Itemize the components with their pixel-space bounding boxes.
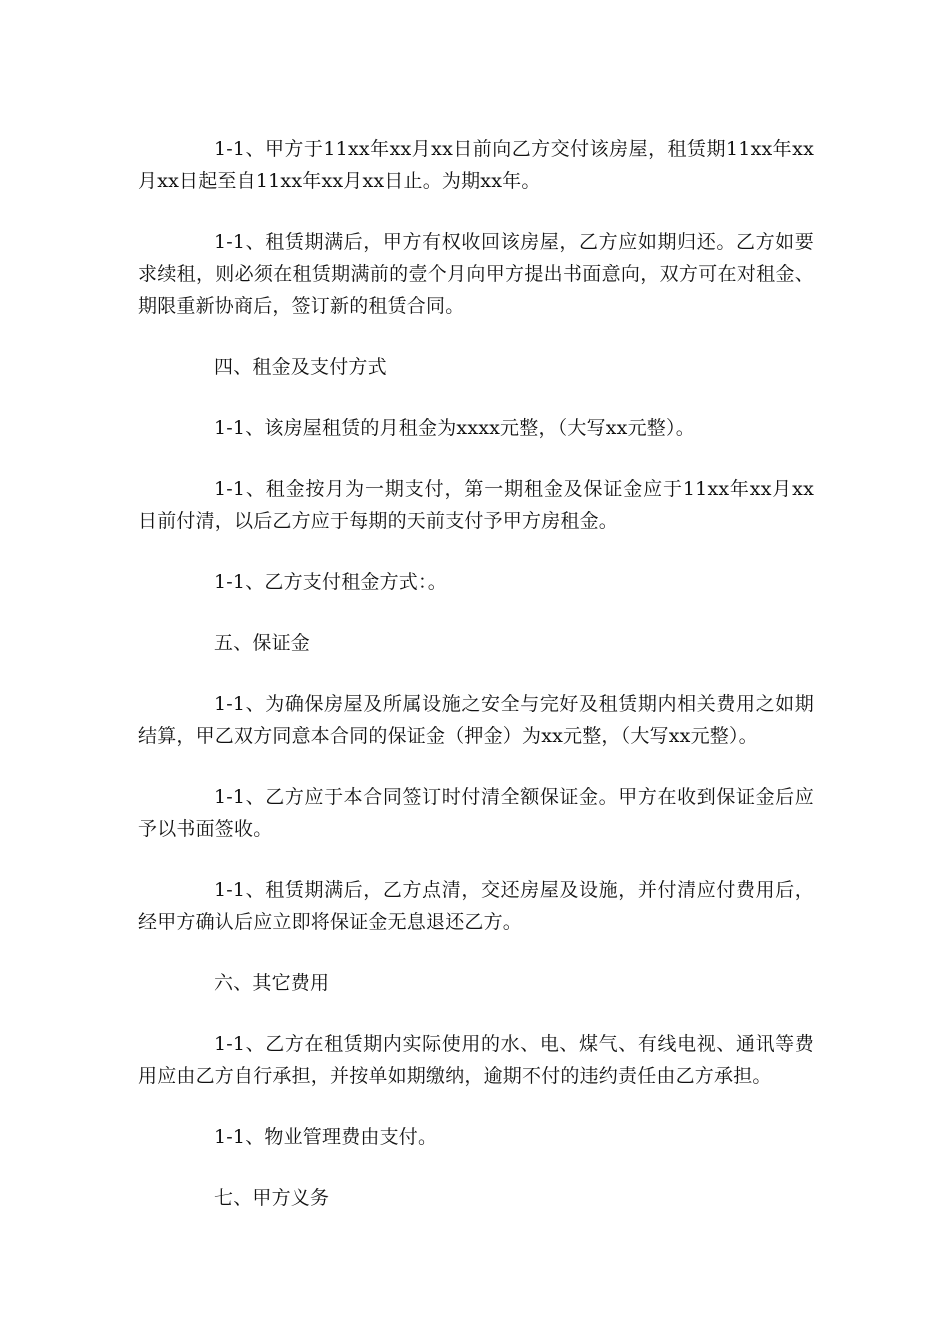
clause-monthly-rent: 1-1、该房屋租赁的月租金为xxxx元整，（大写xx元整）。 — [214, 417, 695, 439]
clause-utilities: 1-1、乙方在租赁期内实际使用的水、电、煤气、有线电视、通讯等费用应由乙方自行承担，并按单如期缴纳，逾期不付的违约责任由乙方承担。 — [138, 1033, 814, 1087]
section-heading-deposit: 五、保证金 — [214, 632, 311, 654]
section-heading-other-fees: 六、其它费用 — [214, 972, 330, 994]
clause-deposit-refund: 1-1、租赁期满后，乙方点清，交还房屋及设施，并付清应付费用后，经甲方确认后应立即将保证金无息退还乙方。 — [138, 879, 814, 933]
clause-payment-method: 1-1、乙方支付租金方式：。 — [214, 571, 447, 593]
section-heading-rent: 四、租金及支付方式 — [214, 356, 387, 378]
clause-delivery-term: 1-1、甲方于11xx年xx月xx日前向乙方交付该房屋，租赁期11xx年xx月xx日起至自11xx年xx月xx日止。为期xx年。 — [138, 138, 814, 192]
clause-renewal: 1-1、租赁期满后，甲方有权收回该房屋，乙方应如期归还。乙方如要求续租，则必须在租赁期满前的壹个月向甲方提出书面意向，双方可在对租金、期限重新协商后，签订新的租赁合同。 — [138, 231, 814, 317]
document-body — [138, 133, 814, 1243]
clause-payment-schedule: 1-1、租金按月为一期支付，第一期租金及保证金应于11xx年xx月xx日前付清，以后乙方应于每期的天前支付予甲方房租金。 — [138, 478, 814, 532]
clause-property-fee: 1-1、物业管理费由支付。 — [214, 1126, 438, 1148]
clause-deposit-payment: 1-1、乙方应于本合同签订时付清全额保证金。甲方在收到保证金后应予以书面签收。 — [138, 786, 814, 840]
clause-deposit-amount: 1-1、为确保房屋及所属设施之安全与完好及租赁期内相关费用之如期结算，甲乙双方同意本合同的保证金（押金）为xx元整，（大写xx元整）。 — [138, 693, 814, 747]
section-heading-landlord-duties: 七、甲方义务 — [214, 1187, 330, 1209]
